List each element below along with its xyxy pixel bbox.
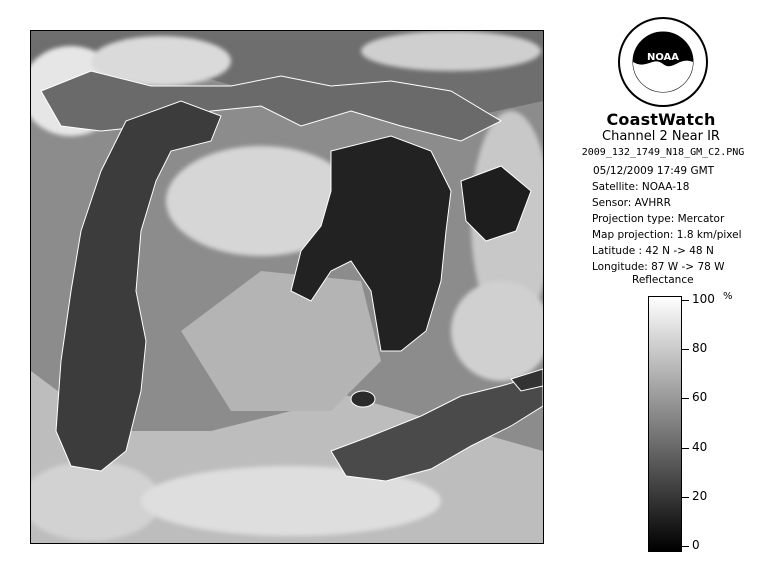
colorbar-tick-label: 60 xyxy=(692,390,708,404)
colorbar-tick xyxy=(681,546,689,547)
satellite-label: Satellite: NOAA-18 xyxy=(592,181,690,193)
sensor-label: Sensor: AVHRR xyxy=(592,197,671,209)
great-lakes-map xyxy=(31,31,543,543)
colorbar-tick-label: 100 xyxy=(692,292,715,306)
satellite-image xyxy=(30,30,544,544)
info-panel xyxy=(560,0,782,572)
colorbar-tick xyxy=(681,300,689,301)
colorbar-tick xyxy=(681,349,689,350)
noaa-seal-icon xyxy=(617,16,709,108)
colorbar-tick xyxy=(681,398,689,399)
colorbar-tick-label: 40 xyxy=(692,440,708,454)
colorbar-tick-label: 20 xyxy=(692,489,708,503)
projection-type-label: Projection type: Mercator xyxy=(592,213,725,225)
app-title: CoastWatch xyxy=(606,110,716,129)
channel-label: Channel 2 Near IR xyxy=(602,129,720,144)
logo-text: NOAA xyxy=(646,52,680,63)
datetime-label: 05/12/2009 17:49 GMT xyxy=(593,165,715,177)
latitude-label: Latitude : 42 N -> 48 N xyxy=(592,245,714,257)
colorbar-tick xyxy=(681,497,689,498)
colorbar-tick xyxy=(681,448,689,449)
lake-st-clair xyxy=(351,391,375,407)
colorbar-unit: % xyxy=(723,291,733,302)
colorbar-tick-label: 0 xyxy=(692,538,700,552)
longitude-label: Longitude: 87 W -> 78 W xyxy=(592,261,725,273)
colorbar-title: Reflectance xyxy=(632,274,694,286)
map-projection-label: Map projection: 1.8 km/pixel xyxy=(592,229,742,241)
filename-label: 2009_132_1749_N18_GM_C2.PNG xyxy=(581,147,745,158)
colorbar-tick-label: 80 xyxy=(692,341,708,355)
colorbar xyxy=(648,296,682,552)
